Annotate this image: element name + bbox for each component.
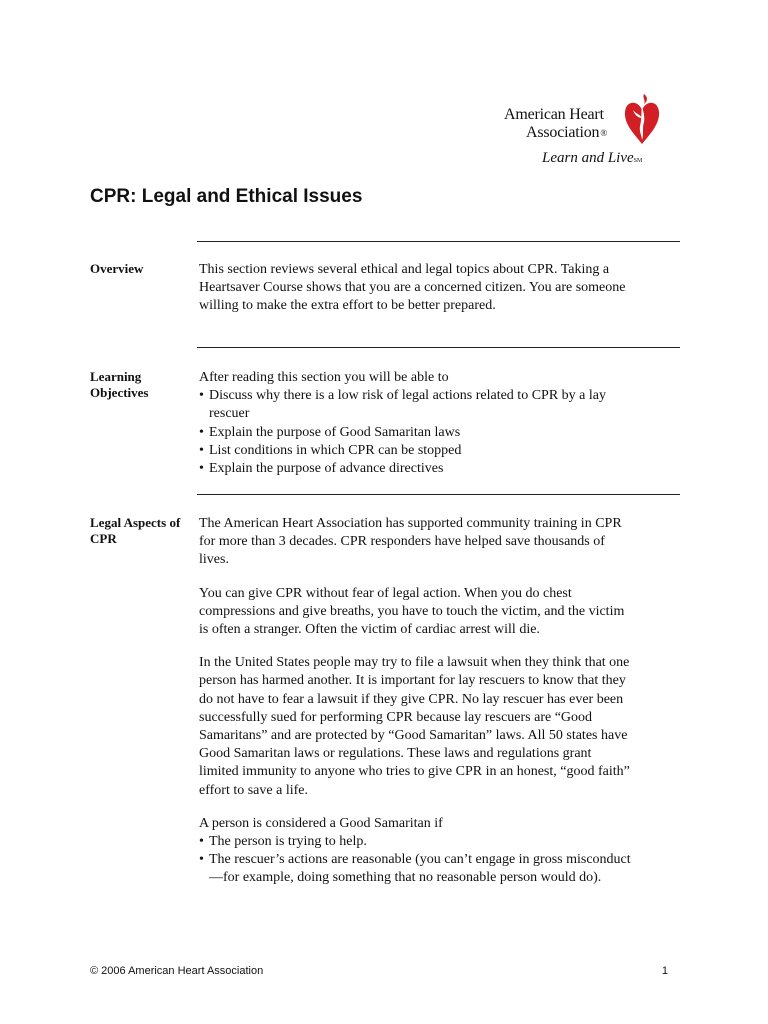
- overview-paragraph: This section reviews several ethical and legal topics about CPR. Taking a Heartsaver Course shows that you are a concerned citizen. You are someone willing to make the extra effort to be better prepared.: [199, 262, 626, 314]
- page-title: CPR: Legal and Ethical Issues: [90, 186, 363, 207]
- list-item: • Explain the purpose of advance directives: [199, 460, 631, 478]
- overview-label: Overview: [90, 261, 144, 276]
- good-samaritan-list: [199, 833, 631, 888]
- registered-mark: ®: [600, 128, 607, 138]
- heart-torch-icon: [620, 92, 664, 146]
- overview-body: [199, 261, 631, 331]
- logo-wordmark: [504, 106, 607, 142]
- legal-aspects-body: [199, 515, 631, 888]
- tagline-text: Learn and Live: [542, 150, 634, 166]
- legal-paragraph: In the United States people may try to file a lawsuit when they think that one person has harmed another. It is important for lay rescuers to know that they do not have to fear a lawsuit if they give CPR. No lay rescuer has ever been successfully sued for performing CPR because lay rescuers are “Good Samaritans” and are protected by “Good Samaritan” laws. All 50 states have Good Samaritan laws or regulations. These laws and regulations grant limited immunity to anyone who tries to give CPR in an honest, “good faith” effort to save a life.: [199, 655, 630, 798]
- page-number: 1: [661, 965, 668, 977]
- objectives-list: [199, 387, 631, 478]
- legal-aspects-label: Legal Aspects of CPR: [90, 515, 181, 546]
- logo-line-1: American Heart: [504, 106, 604, 123]
- aha-logo: [500, 92, 670, 172]
- good-samaritan-intro: A person is considered a Good Samaritan if: [199, 815, 443, 831]
- list-item: • Discuss why there is a low risk of legal actions related to CPR by a lay rescuer: [199, 387, 631, 423]
- section-divider: [197, 494, 680, 495]
- list-item: • The rescuer’s actions are reasonable (you can’t engage in gross misconduct—for example, doing something that no reasonable person would do).: [199, 851, 631, 887]
- logo-line-2: Association: [526, 124, 600, 141]
- service-mark: SM: [633, 158, 643, 164]
- page-footer: [90, 965, 680, 977]
- learning-objectives-label: Learning Objectives: [90, 369, 149, 400]
- legal-paragraph: The American Heart Association has supported community training in CPR for more than 3 decades. CPR responders have helped save thousands of lives.: [199, 516, 622, 568]
- logo-tagline: [542, 150, 642, 167]
- list-item: • List conditions in which CPR can be stopped: [199, 442, 631, 460]
- list-item: • Explain the purpose of Good Samaritan laws: [199, 424, 631, 442]
- section-divider: [197, 347, 680, 348]
- copyright-notice: © 2006 American Heart Association: [90, 965, 264, 977]
- legal-paragraph: You can give CPR without fear of legal action. When you do chest compressions and give breaths, you have to touch the victim, and the victim is often a stranger. Often the victim of cardiac arrest will die.: [199, 585, 625, 638]
- section-divider: [197, 241, 680, 242]
- list-item: • The person is trying to help.: [199, 833, 631, 851]
- learning-objectives-body: [199, 369, 631, 478]
- objectives-intro: After reading this section you will be able to: [199, 370, 449, 385]
